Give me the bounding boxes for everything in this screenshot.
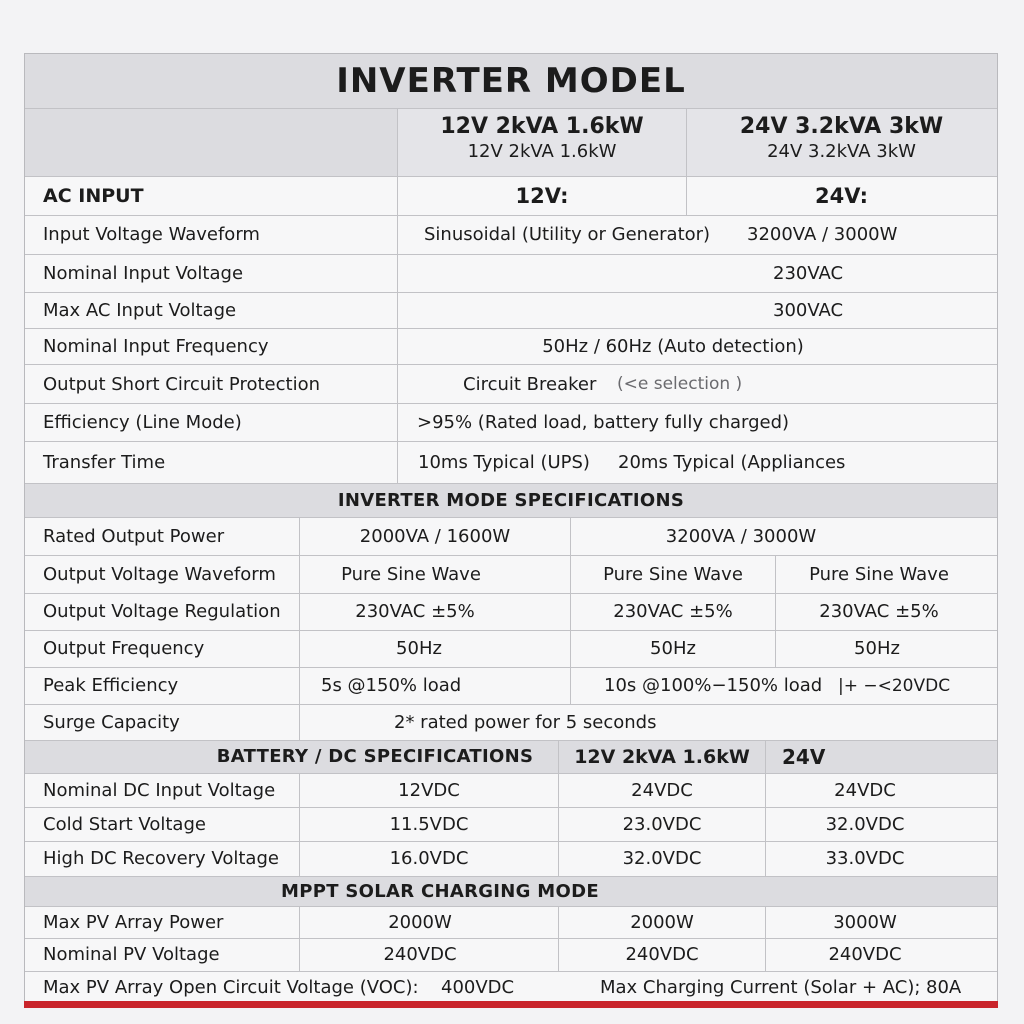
peak-efficiency-12v: 5s @150% load (321, 675, 462, 696)
output-waveform-value-1: Pure Sine Wave (341, 564, 481, 585)
output-waveform-label: Output Voltage Waveform (43, 564, 276, 585)
nominal-dc-value-2: 24VDC (631, 779, 693, 801)
grid-line (686, 108, 687, 215)
grid-line (25, 364, 997, 365)
output-waveform-value-3: Pure Sine Wave (809, 564, 949, 585)
output-waveform-value-2: Pure Sine Wave (603, 564, 743, 585)
grid-line (570, 517, 571, 704)
grid-line (25, 593, 997, 594)
peak-efficiency-note: |+ −<20VDC (838, 675, 951, 696)
output-frequency-value-2: 50Hz (650, 638, 696, 659)
grid-line (558, 906, 559, 971)
input-waveform-value-12v: Sinusoidal (Utility or Generator) (424, 223, 711, 245)
short-circuit-protection-label: Output Short Circuit Protection (43, 373, 320, 395)
cold-start-label: Cold Start Voltage (43, 813, 206, 835)
grid-line (25, 215, 997, 216)
output-frequency-value-1: 50Hz (396, 638, 442, 659)
battery-col-b: 24V (782, 744, 826, 769)
nominal-input-voltage-label: Nominal Input Voltage (43, 263, 244, 284)
nominal-input-frequency-value: 50Hz / 60Hz (Auto detection) (542, 335, 804, 357)
grid-line (25, 807, 997, 808)
max-pv-power-value-2: 2000W (630, 911, 694, 933)
input-waveform-label: Input Voltage Waveform (43, 223, 260, 245)
max-charging-current-label: Max Charging Current (Solar + AC); (600, 976, 921, 998)
grid-line (25, 938, 997, 939)
surge-capacity-value: 2* rated power for 5 seconds (394, 711, 657, 733)
transfer-time-ups: 10ms Typical (UPS) (418, 451, 590, 473)
model-24v-subname: 24V 3.2kVA 3kW (767, 141, 916, 162)
output-regulation-value-3: 230VAC ±5% (819, 601, 939, 622)
input-waveform-value-24v: 3200VA / 3000W (747, 223, 898, 245)
grid-line (25, 328, 997, 329)
battery-col-a: 12V 2kVA 1.6kW (574, 745, 750, 768)
rated-output-power-12v: 2000VA / 1600W (359, 525, 511, 547)
nominal-input-voltage-value: 230VAC (773, 263, 844, 284)
max-charging-current-value: 80A (926, 976, 962, 998)
nominal-pv-label: Nominal PV Voltage (43, 944, 220, 965)
cold-start-value-2: 23.0VDC (622, 813, 702, 835)
grid-line (25, 555, 997, 556)
cold-start-value-3: 32.0VDC (825, 813, 905, 835)
grid-line (558, 740, 559, 876)
nominal-pv-value-1: 240VDC (383, 944, 457, 965)
output-frequency-value-3: 50Hz (854, 638, 900, 659)
short-circuit-protection-note: (<e selection ) (617, 374, 743, 394)
transfer-time-label: Transfer Time (43, 451, 166, 473)
max-ac-input-voltage-value: 300VAC (773, 299, 844, 321)
max-pv-power-label: Max PV Array Power (43, 911, 224, 933)
grid-line (25, 403, 997, 404)
output-regulation-value-1: 230VAC ±5% (355, 601, 475, 622)
header-blank-band (25, 108, 397, 176)
grid-line (25, 176, 997, 177)
surge-capacity-label: Surge Capacity (43, 711, 180, 733)
grid-line (299, 517, 300, 740)
grid-line (397, 108, 398, 483)
high-dc-recovery-value-1: 16.0VDC (389, 847, 469, 869)
model-24v-name: 24V 3.2kVA 3kW (739, 114, 944, 139)
max-ac-input-voltage-label: Max AC Input Voltage (43, 299, 237, 321)
grid-line (25, 773, 997, 774)
grid-line (765, 740, 766, 876)
grid-line (25, 254, 997, 255)
grid-line (25, 292, 997, 293)
output-regulation-value-2: 230VAC ±5% (613, 601, 733, 622)
ac-col-12v: 12V: (515, 184, 569, 208)
grid-line (25, 971, 997, 972)
open-circuit-voltage-value: 400VDC (441, 976, 515, 998)
high-dc-recovery-value-2: 32.0VDC (622, 847, 702, 869)
grid-line (25, 630, 997, 631)
grid-line (25, 906, 997, 907)
model-12v-subname: 12V 2kVA 1.6kW (467, 141, 617, 162)
model-24v-header (686, 114, 997, 174)
accent-bar (24, 1001, 998, 1008)
peak-efficiency-label: Peak Efficiency (43, 675, 179, 696)
grid-line (775, 555, 776, 667)
output-regulation-label: Output Voltage Regulation (43, 601, 281, 622)
efficiency-line-mode-label: Efficiency (Line Mode) (43, 411, 242, 433)
efficiency-line-mode-value: >95% (Rated load, battery fully charged) (417, 411, 790, 433)
model-12v-header (398, 114, 686, 174)
inverter-mode-header: INVERTER MODE SPECIFICATIONS (337, 490, 685, 511)
output-frequency-label: Output Frequency (43, 638, 205, 659)
high-dc-recovery-value-3: 33.0VDC (825, 847, 905, 869)
nominal-dc-value-1: 12VDC (398, 779, 460, 801)
nominal-dc-value-3: 24VDC (834, 779, 896, 801)
grid-line (765, 906, 766, 971)
nominal-pv-value-2: 240VDC (625, 944, 699, 965)
battery-header: BATTERY / DC SPECIFICATIONS (216, 746, 534, 767)
grid-line (25, 841, 997, 842)
page-title: INVERTER MODEL (336, 61, 686, 101)
grid-line (25, 441, 997, 442)
nominal-dc-label: Nominal DC Input Voltage (43, 779, 276, 801)
grid-line (25, 517, 997, 518)
grid-line (25, 704, 997, 705)
grid-line (25, 667, 997, 668)
cold-start-value-1: 11.5VDC (389, 813, 469, 835)
grid-line (299, 773, 300, 876)
transfer-time-appliances: 20ms Typical (Appliances (618, 451, 846, 473)
grid-line (25, 740, 997, 741)
max-pv-power-value-1: 2000W (388, 911, 452, 933)
max-pv-power-value-3: 3000W (833, 911, 897, 933)
open-circuit-voltage-label: Max PV Array Open Circuit Voltage (VOC): (43, 976, 419, 998)
model-12v-name: 12V 2kVA 1.6kW (440, 114, 644, 139)
peak-efficiency-24v: 10s @100%−150% load (604, 675, 823, 696)
grid-line (25, 876, 997, 877)
short-circuit-protection-value: Circuit Breaker (463, 373, 597, 395)
rated-output-power-label: Rated Output Power (43, 525, 225, 547)
rated-output-power-24v: 3200VA / 3000W (665, 525, 817, 547)
grid-line (25, 108, 997, 109)
solar-header: MPPT SOLAR CHARGING MODE (281, 880, 599, 902)
high-dc-recovery-label: High DC Recovery Voltage (43, 847, 279, 869)
nominal-pv-value-3: 240VDC (828, 944, 902, 965)
grid-line (299, 906, 300, 971)
ac-input-header: AC INPUT (43, 185, 144, 207)
nominal-input-frequency-label: Nominal Input Frequency (43, 335, 269, 357)
grid-line (25, 483, 997, 484)
ac-col-24v: 24V: (815, 184, 868, 208)
